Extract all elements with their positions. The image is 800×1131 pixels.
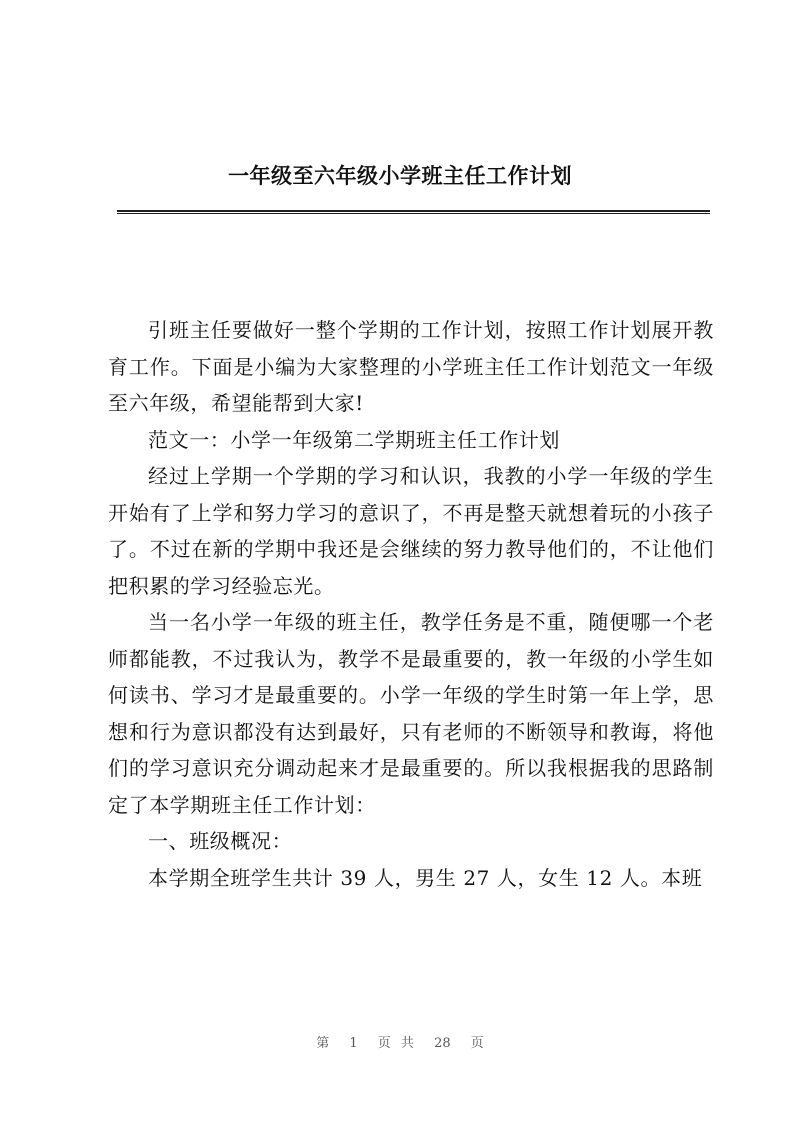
paragraph-experience: 经过上学期一个学期的学习和认识，我教的小学一年级的学生开始有了上学和努力学习的意识了，不再是整天就想着玩的小孩子了。不过在新的学期中我还是会继续的努力教导他们的，不让他们把积累的学习经验忘光。 <box>108 464 714 598</box>
document-body <box>108 312 714 896</box>
document-title: 一年级至六年级小学班主任工作计划 <box>228 163 572 188</box>
footer-total-pages: 28 <box>434 1036 451 1051</box>
footer-prefix: 第 <box>316 1036 330 1051</box>
footer-suffix: 页 <box>470 1036 484 1051</box>
title-divider <box>117 210 710 214</box>
footer-mid: 页 共 <box>377 1036 414 1051</box>
paragraph-teacher-role: 当一名小学一年级的班主任，教学任务是不重，随便哪一个老师都能教，不过我认为，教学不是最重要的，教一年级的小学生如何读书、学习才是最重要的。小学一年级的学生时第一年上学，思想和行为意识都没有达到最好，只有老师的不断领导和教诲，将他们的学习意识充分调动起来才是最重要的。所以我根据我的思路制定了本学期班主任工作计划： <box>108 610 714 817</box>
paragraph-sample-heading: 范文一：小学一年级第二学期班主任工作计划 <box>148 427 560 452</box>
paragraph-intro: 引班主任要做好一整个学期的工作计划，按照工作计划展开教育工作。下面是小编为大家整理的小学班主任工作计划范文一年级至六年级，希望能帮到大家! <box>108 318 714 415</box>
page-footer <box>0 1032 800 1051</box>
footer-current-page: 1 <box>349 1036 358 1051</box>
paragraph-section-heading: 一、班级概况： <box>148 829 293 853</box>
paragraph-class-overview: 本学期全班学生共计 39 人，男生 27 人，女生 12 人。本班 <box>148 865 703 890</box>
